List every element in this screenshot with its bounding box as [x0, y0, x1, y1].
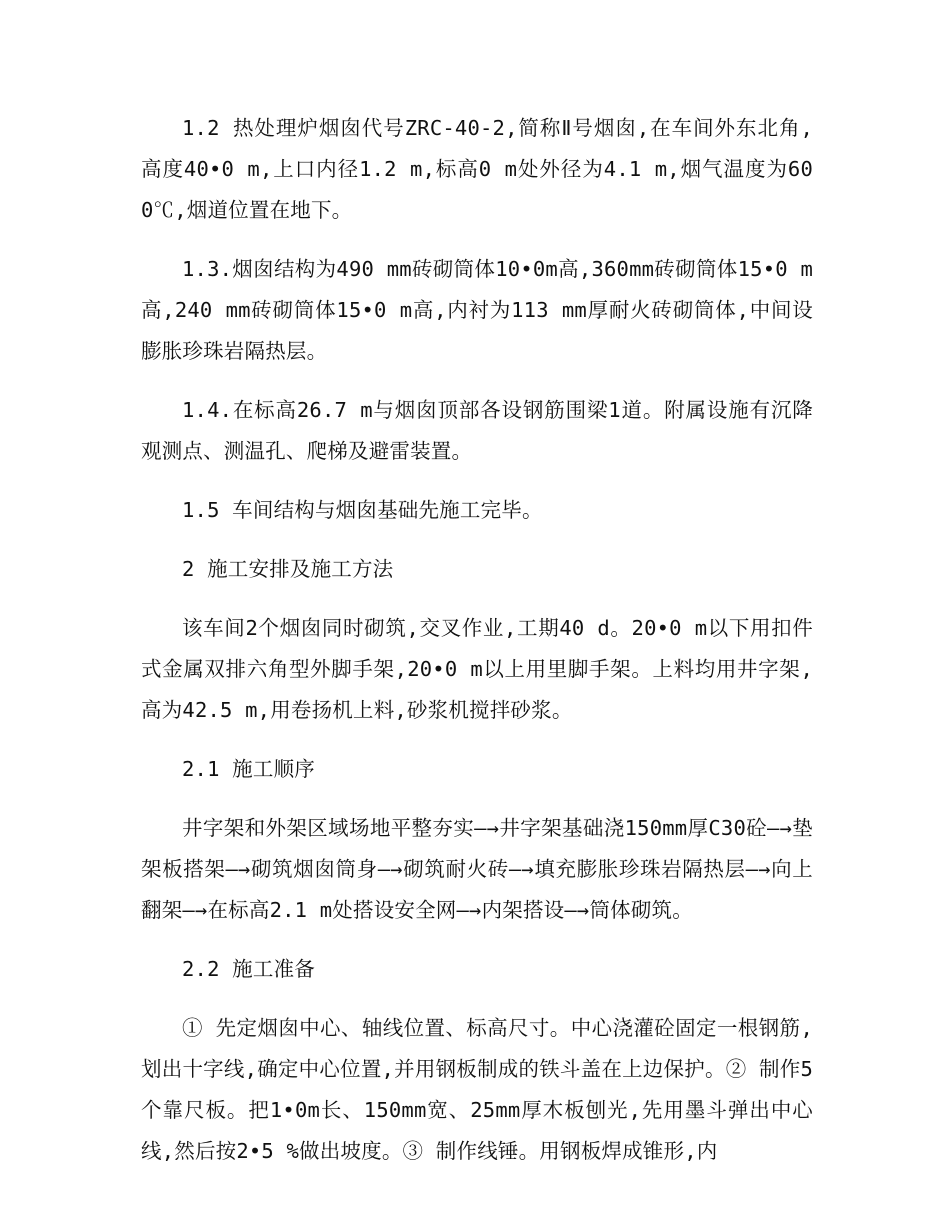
paragraph-1-2: 1.2 热处理炉烟囱代号ZRC-40-2,简称Ⅱ号烟囱,在车间外东北角,高度40•0 m,上口内径1.2 m,标高0 m处外径为4.1 m,烟气温度为600℃,烟道位置在地下。 [141, 116, 813, 222]
document-page [141, 108, 813, 1190]
paragraph-construction-sequence: 井字架和外架区域场地平整夯实—→井字架基础浇150mm厚C30砼—→垫架板搭架—→砌筑烟囱筒身—→砌筑耐火砖—→填充膨胀珍珠岩隔热层—→向上翻架—→在标高2.1 m处搭设安全网—→内架搭设—→筒体砌筑。 [141, 816, 813, 922]
paragraph-1-4: 1.4.在标高26.7 m与烟囱顶部各设钢筋围梁1道。附属设施有沉降观测点、测温孔、爬梯及避雷装置。 [141, 398, 813, 463]
paragraph-1-5: 1.5 车间结构与烟囱基础先施工完毕。 [182, 498, 543, 522]
paragraph-1-3: 1.3.烟囱结构为490 mm砖砌筒体10•0m高,360mm砖砌筒体15•0 m高,240 mm砖砌筒体15•0 m高,内衬为113 mm厚耐火砖砌筒体,中间设膨胀珍珠岩隔热层。 [141, 257, 813, 363]
paragraph-construction-preparation: ① 先定烟囱中心、轴线位置、标高尺寸。中心浇灌砼固定一根钢筋,划出十字线,确定中心位置,并用钢板制成的铁斗盖在上边保护。② 制作5个靠尺板。把1•0m长、150mm宽、25mm厚木板刨光,先用墨斗弹出中心线,然后按2•5 %做出坡度。③ 制作线锤。用钢板焊成锥形,内 [141, 1016, 813, 1163]
section-heading-2-1: 2.1 施工顺序 [182, 757, 315, 781]
section-heading-2-2: 2.2 施工准备 [182, 957, 315, 981]
section-heading-2: 2 施工安排及施工方法 [182, 557, 394, 581]
paragraph-construction-arrangement: 该车间2个烟囱同时砌筑,交叉作业,工期40 d。20•0 m以下用扣件式金属双排六角型外脚手架,20•0 m以上用里脚手架。上料均用井字架,高为42.5 m,用卷扬机上料,砂浆机搅拌砂浆。 [141, 616, 813, 722]
